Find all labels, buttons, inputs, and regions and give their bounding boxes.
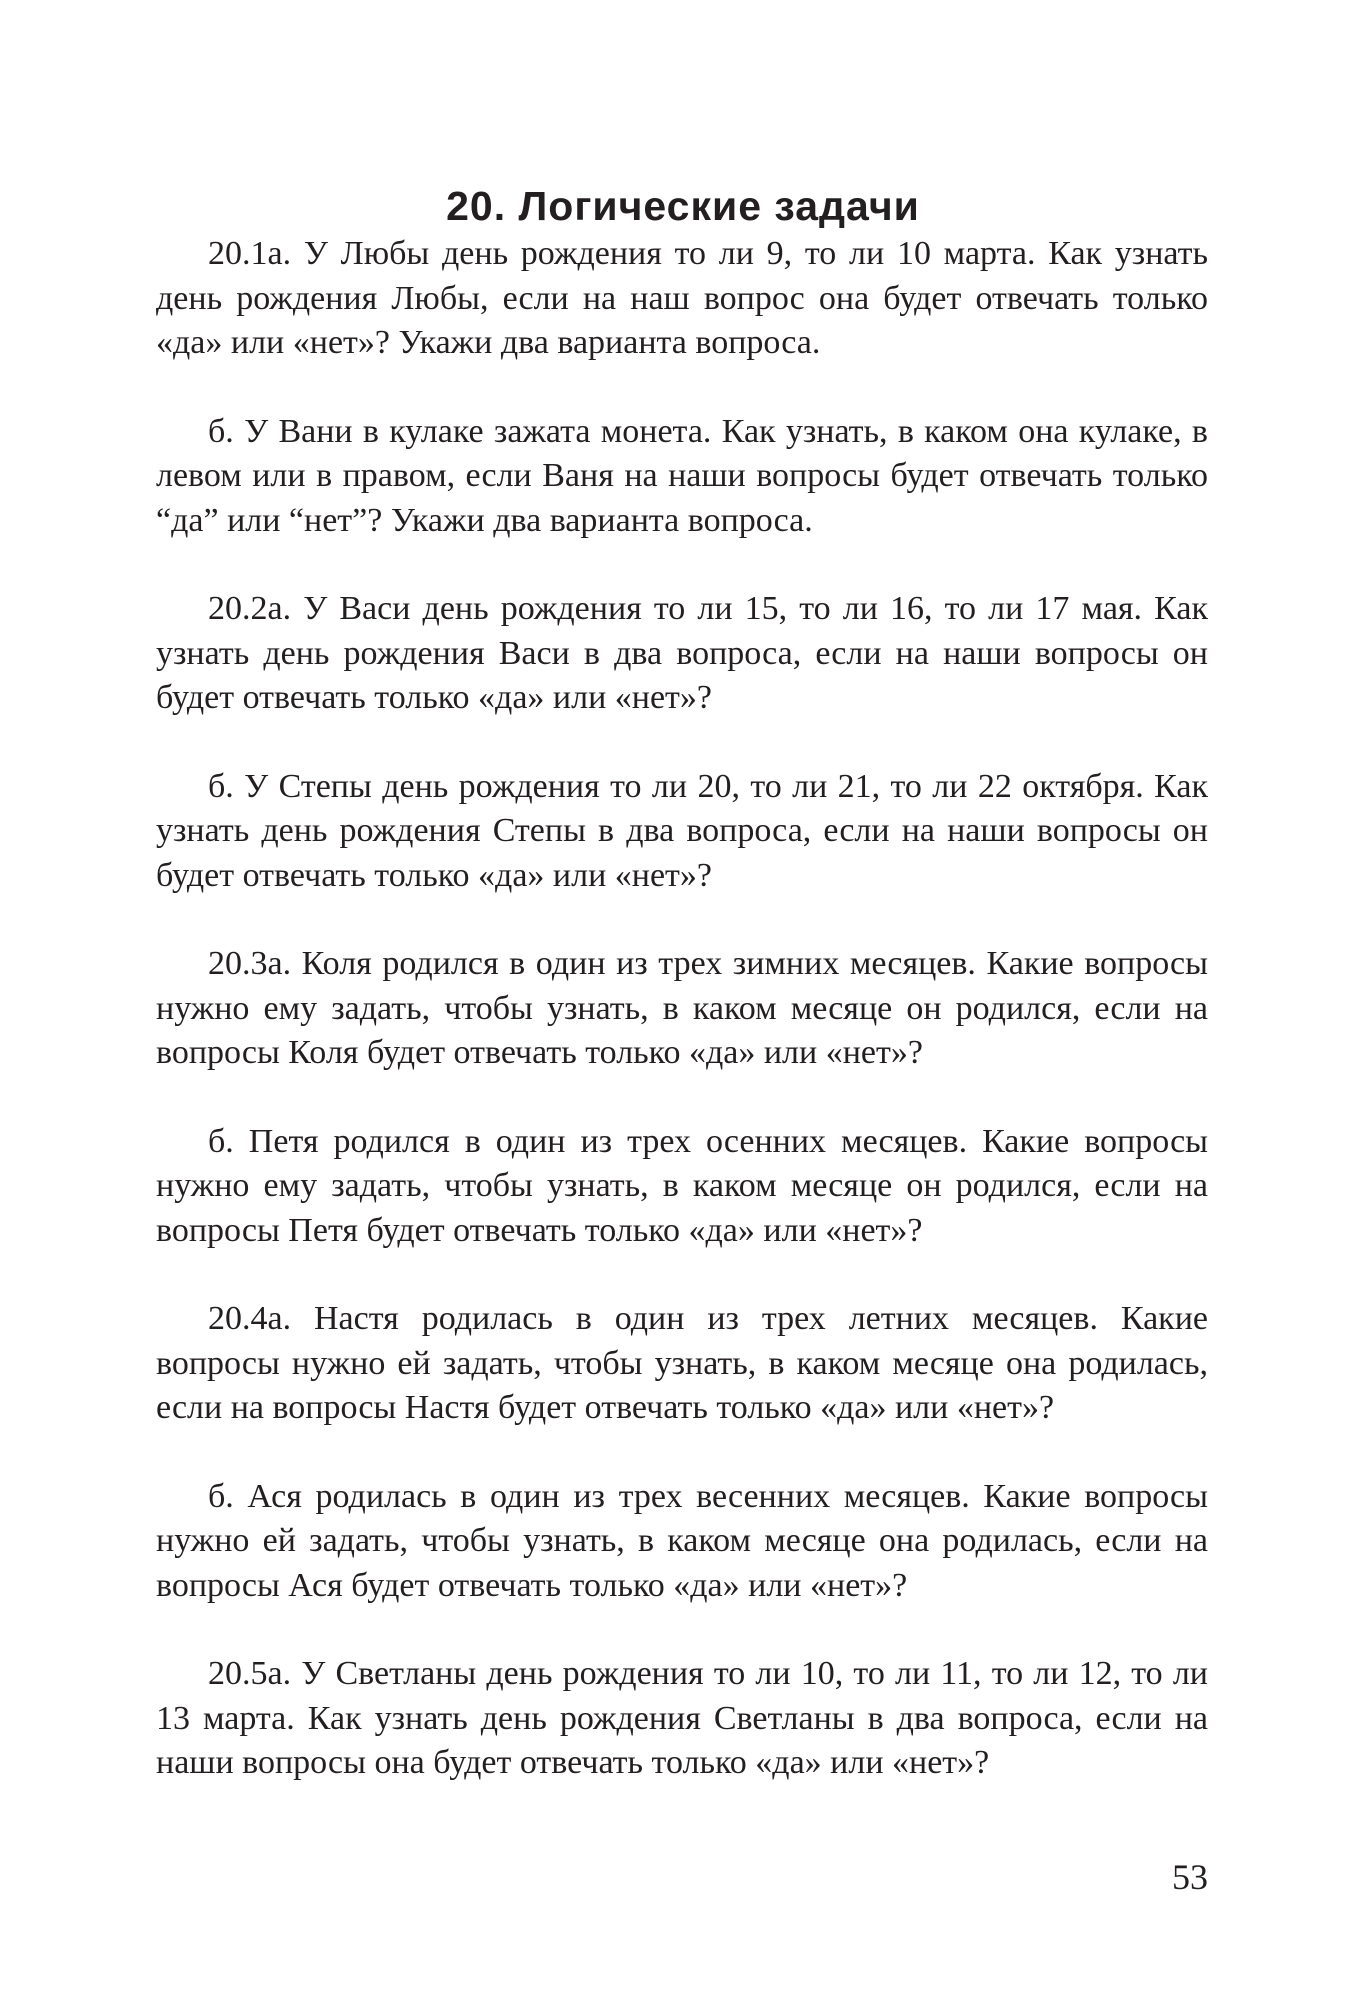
problem-20-4b: б. Ася родилась в один из трех весенних месяцев. Какие вопросы нужно ей задать, чтобы узнать, в каком месяце она родилась, если на вопросы Ася будет отвечать только «да» или «нет»?	[156, 1477, 1208, 1604]
problem-20-3b: б. Петя родился в один из трех осенних месяцев. Какие вопросы нужно ему задать, чтобы узнать, в каком месяце он родился, если на вопросы Петя будет отвечать только «да» или «нет»?	[156, 1122, 1208, 1249]
problem-20-3a: 20.3а. Коля родился в один из трех зимних месяцев. Какие вопросы нужно ему задать, чтобы узнать, в каком месяце он родился, если на вопросы Коля будет отвечать только «да» или «нет»?	[156, 945, 1208, 1071]
problem-20-1a: 20.1а. У Любы день рождения то ли 9, то ли 10 марта. Как узнать день рождения Любы, если на наш вопрос она будет отвечать только «да» или «нет»? Укажи два варианта вопроса.	[156, 235, 1208, 361]
problem-list	[156, 232, 1208, 1830]
problem-20-1b: б. У Вани в кулаке зажата монета. Как узнать, в каком она кулаке, в левом или в правом, если Ваня на наши вопросы будет отвечать только “да” или “нет”? Укажи два варианта вопроса.	[156, 412, 1208, 539]
problem-20-4a: 20.4а. Настя родилась в один из трех летних месяцев. Какие вопросы нужно ей задать, чтобы узнать, в каком месяце она родилась, если на вопросы Настя будет отвечать только «да» или «нет»?	[156, 1300, 1208, 1426]
problem-20-2a: 20.2а. У Васи день рождения то ли 15, то ли 16, то ли 17 мая. Как узнать день рождения Васи в два вопроса, если на наши вопросы он будет отвечать только «да» или «нет»?	[156, 590, 1208, 716]
problem-20-2b: б. У Степы день рождения то ли 20, то ли 21, то ли 22 октября. Как узнать день рождения Степы в два вопроса, если на наши вопросы он будет отвечать только «да» или «нет»?	[156, 767, 1208, 894]
problem-20-5a: 20.5а. У Светланы день рождения то ли 10, то ли 11, то ли 12, то ли 13 марта. Как узнать день рождения Светланы в два вопроса, если на наши вопросы она будет отвечать только «да» или «нет»?	[156, 1655, 1208, 1781]
section-title: 20. Логические задачи	[446, 183, 920, 229]
page-number: 53	[1172, 1857, 1208, 1897]
